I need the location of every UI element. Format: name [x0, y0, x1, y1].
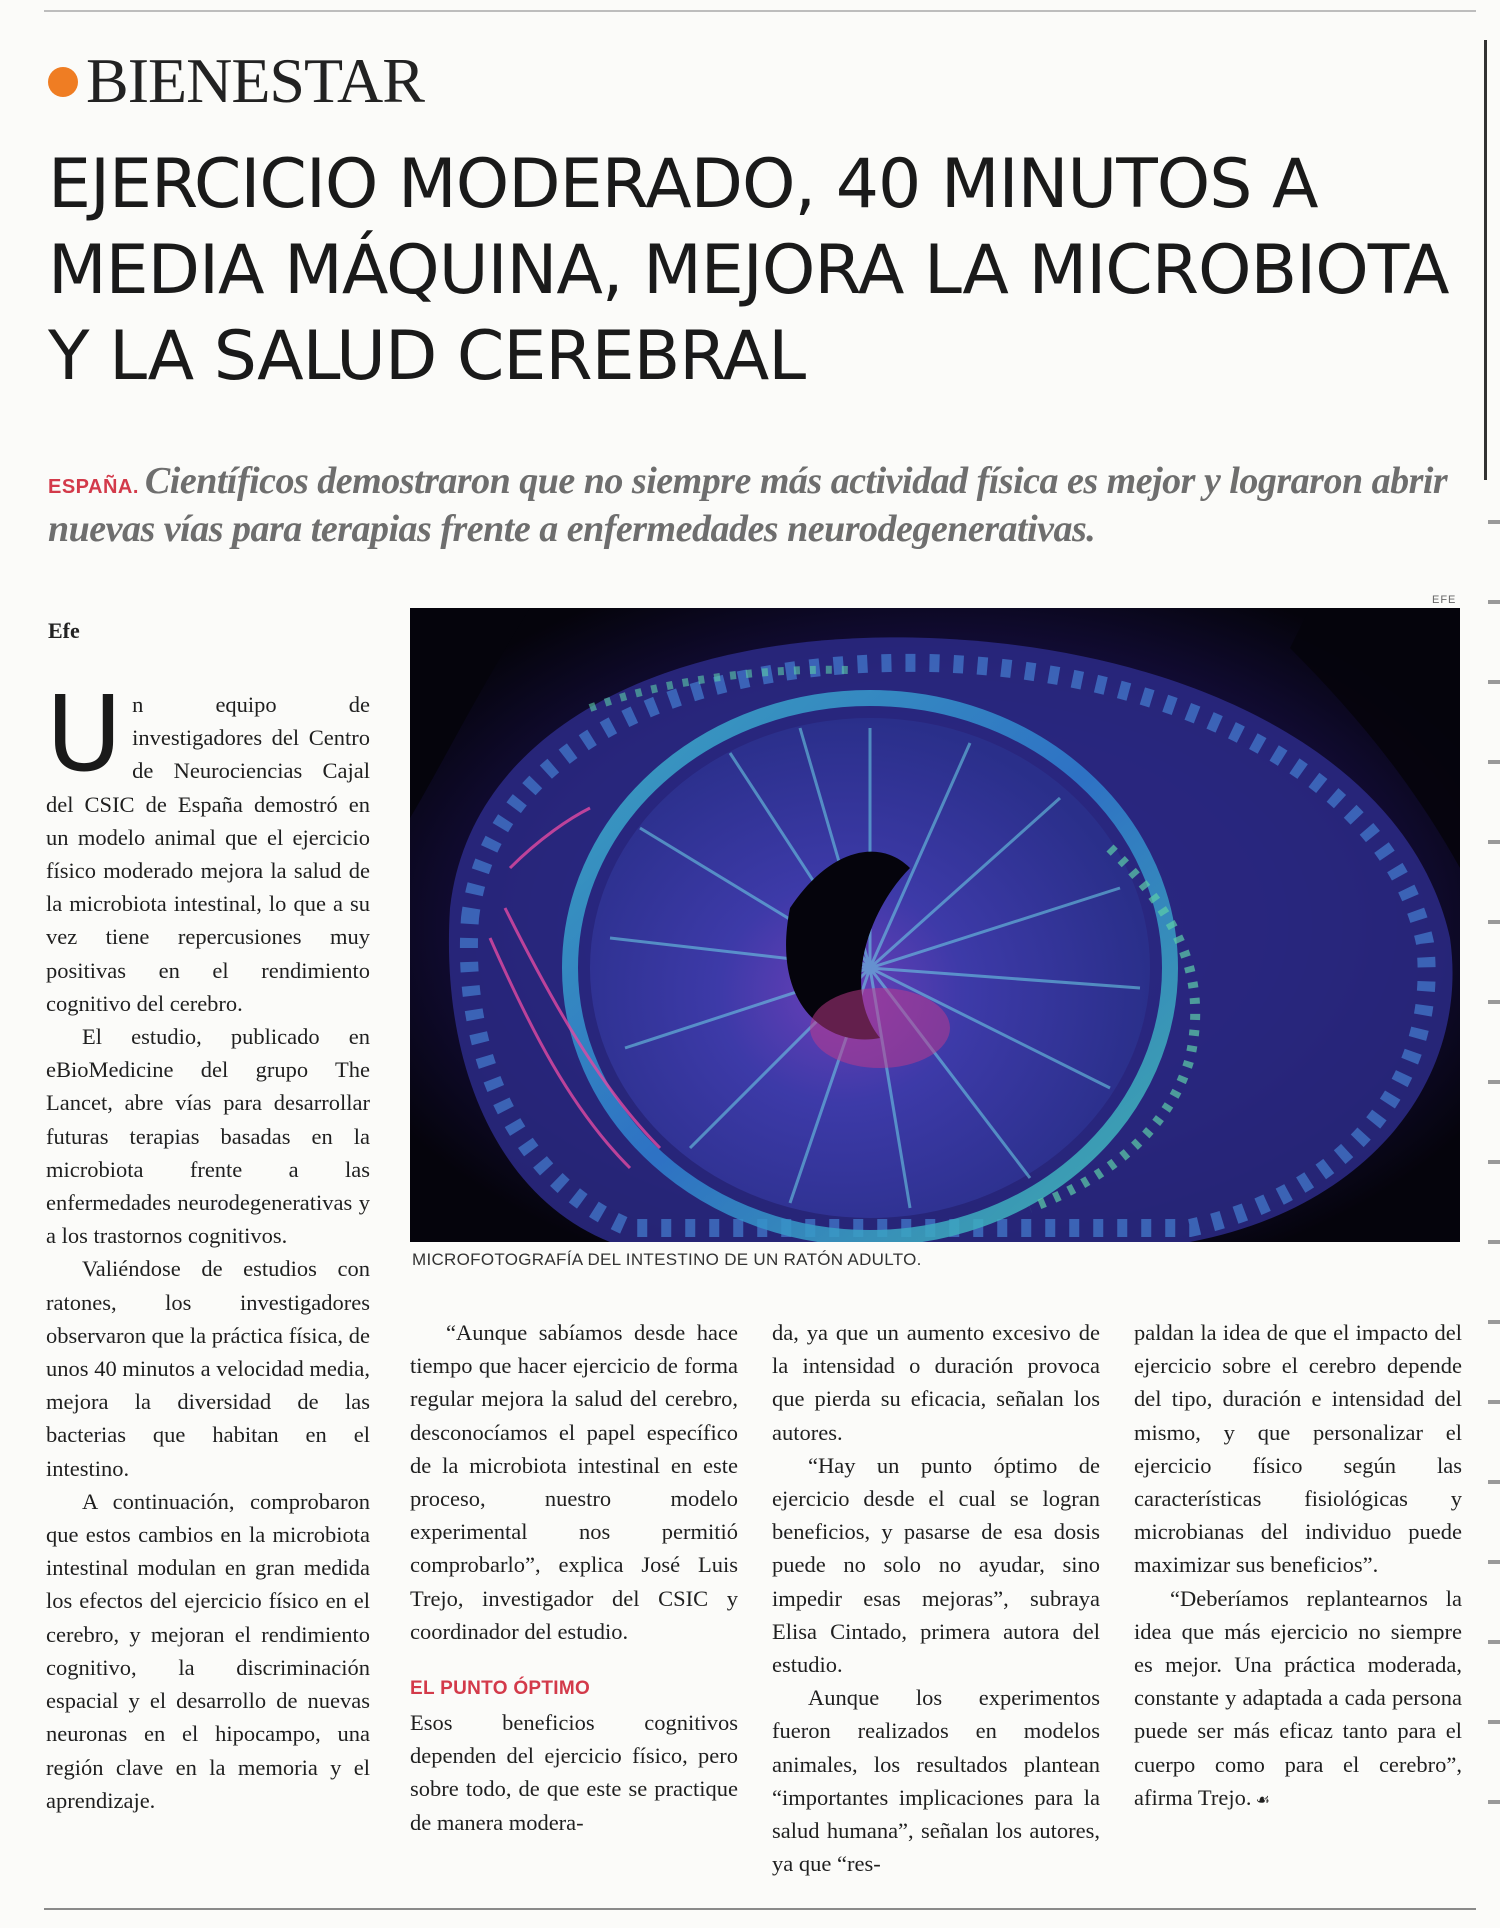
- headline: EJERCICIO MODERADO, 40 MINUTOS A MEDIA MÁQUINA, MEJORA LA MICROBIOTA Y LA SALUD CEREBRAL: [48, 145, 1449, 396]
- section-header: [48, 46, 424, 116]
- article-column-1: [46, 673, 370, 1817]
- paragraph-text: n equipo de investigadores del Centro de Neurociencias Cajal del CSIC de España demostró en un modelo animal que el ejercicio físico moderado mejora la salud de la microbiota intestinal, lo que a su vez tiene repercusiones muy positivas en el rendimiento cognitivo del cerebro.: [46, 692, 370, 1016]
- page-edge-line: [1484, 40, 1487, 480]
- article-paragraph: “Aunque sabíamos desde hace tiempo que hacer ejercicio de forma regular mejora la salud del cerebro, desconocíamos el papel específico de la microbiota intestinal en este proceso, nuestro modelo experimental nos permitió comprobarlo”, explica José Luis Trejo, investigador del CSIC y coordinador del estudio.: [410, 1320, 738, 1644]
- microscopy-image: [410, 608, 1460, 1242]
- section-dot-icon: [48, 67, 78, 97]
- photo-credit: EFE: [1432, 594, 1457, 606]
- page-edge-marks: [1488, 480, 1500, 1880]
- paragraph-text: “Deberíamos replantearnos la idea que más ejercicio no siempre es mejor. Una práctica moderada, constante y adaptada a cada persona puede ser más eficaz tanto para el cuerpo como para el cerebro”, afirma Trejo.: [1134, 1585, 1462, 1810]
- article-paragraph: da, ya que un aumento excesivo de la intensidad o duración provoca que pierda su eficacia, señalan los autores.: [772, 1320, 1100, 1445]
- top-rule: [44, 10, 1476, 12]
- article-paragraph: [1134, 1582, 1462, 1816]
- article-paragraph: paldan la idea de que el impacto del ejercicio sobre el cerebro depende del tipo, duración e intensidad del mismo, y que personalizar el ejercicio físico según las características fisiológicas y microbianas del individuo puede maximizar sus beneficios”.: [1134, 1320, 1462, 1578]
- article-column-4: [1134, 1316, 1462, 1816]
- drop-cap: U: [46, 673, 123, 795]
- lead-text: Científicos demostraron que no siempre más actividad física es mejor y lograron abrir nuevas vías para terapias frente a enfermedades neurodegenerativas.: [48, 460, 1448, 550]
- lead-location-tag: ESPAÑA.: [48, 476, 139, 498]
- photo-caption: MICROFOTOGRAFÍA DEL INTESTINO DE UN RATÓN ADULTO.: [412, 1250, 922, 1269]
- article-paragraph: “Hay un punto óptimo de ejercicio desde el cual se logran beneficios, y pasarse de esa dosis puede no solo no ayudar, sino impedir esas mejoras”, subraya Elisa Cintado, primera autora del estudio.: [772, 1452, 1100, 1678]
- article-paragraph: Valiéndose de estudios con ratones, los investigadores observaron que la práctica física, de unos 40 minutos a velocidad media, mejora la diversidad de las bacterias que habitan en el intestino.: [46, 1256, 370, 1481]
- article-photo: [410, 608, 1460, 1242]
- subheading: EL PUNTO ÓPTIMO: [410, 1678, 591, 1700]
- article-column-2: [410, 1316, 738, 1839]
- byline: Efe: [48, 618, 80, 643]
- lead-paragraph: [48, 460, 1468, 550]
- article-paragraph: A continuación, comprobaron que estos cambios en la microbiota intestinal modulan en gran medida los efectos del ejercicio físico en el cerebro, y mejoran el rendimiento cognitivo, la discriminación espacial y el desarrollo de nuevas neuronas en el hipocampo, una región clave en la memoria y el aprendizaje.: [46, 1488, 370, 1813]
- article-paragraph: [46, 673, 370, 1020]
- article-paragraph: Aunque los experimentos fueron realizados en modelos animales, los resultados plantean “importantes implicaciones para la salud humana”, señalan los autores, ya que “res-: [772, 1685, 1100, 1877]
- article-column-3: [772, 1316, 1100, 1880]
- article-paragraph: Esos beneficios cognitivos dependen del ejercicio físico, pero sobre todo, de que este se practique de manera modera-: [410, 1710, 738, 1835]
- end-mark-icon: ☙: [1255, 1789, 1270, 1809]
- article-paragraph: El estudio, publicado en eBioMedicine del grupo The Lancet, abre vías para desarrollar futuras terapias basadas en la microbiota frente a las enfermedades neurodegenerativas y a los trastornos cognitivos.: [46, 1024, 370, 1249]
- bottom-rule: [44, 1908, 1476, 1910]
- section-label: BIENESTAR: [86, 45, 424, 116]
